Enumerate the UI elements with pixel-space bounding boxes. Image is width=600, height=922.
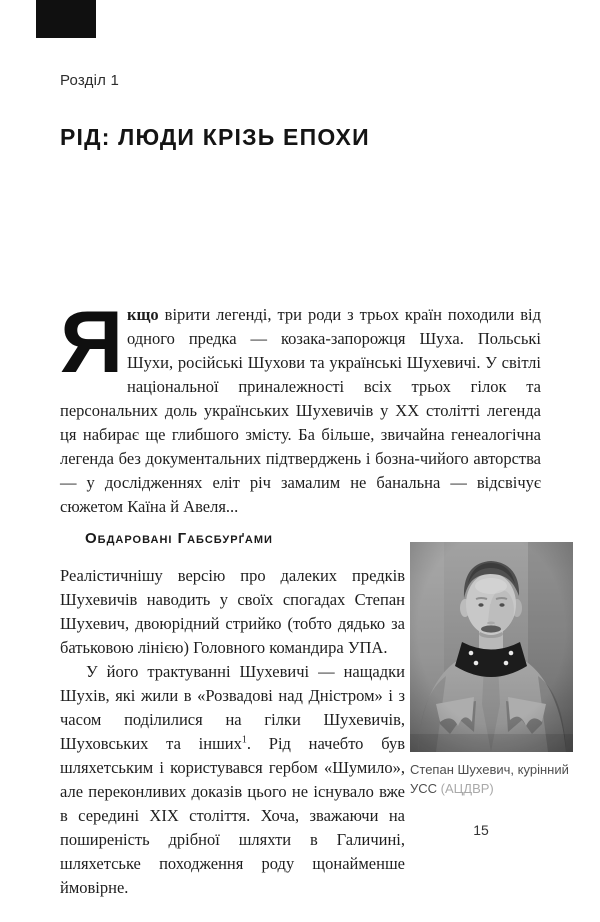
paragraph-interpretation — [60, 660, 405, 900]
section-heading: Обдаровані Габсбурґами — [85, 530, 273, 547]
chapter-title: РІД: ЛЮДИ КРІЗЬ ЕПОХИ — [60, 124, 370, 150]
intro-text: вірити легенді, три роди з трьох країн походили від одного предка — козака-запорожця Шуха. Польські Шухи, російські Шухови та українські Шухевичі. У світлі національної приналежності всіх трьох гілок та персональних доль українських Шухевичів у ХХ столітті легенда ця набирає ще глибшого змісту. Ба більше, звичайна генеалогічна легенда без документальних підтверджень і бозна-чийого авторства — у дослідженнях еліт річ замалим не банальна — відсвічує сюжетом Каїна й Авеля... — [60, 305, 541, 516]
paragraph-realistic-version: Реалістичнішу версію про далеких предків Шухевичів наводить у своїх спогадах Степан Шухевич, двоюрідний стрийко (тобто дядько за батьковою лінією) Головного командира УПА. — [60, 566, 405, 657]
drop-cap: Я — [60, 292, 124, 391]
caption-source: (АЦДВР) — [440, 781, 494, 796]
footnote-marker: 1 — [241, 734, 247, 746]
page-number: 15 — [473, 822, 489, 838]
photo-caption — [410, 760, 578, 798]
paragraph-text: . Рід начебто був шляхетським і користувався гербом «Шумило», але переконливих доказів цього не існувало вже в середині ХІХ століття. Хоча, зважаючи на поширеність дрібної шляхти в Галичині, шляхетське походження роду щонайменше ймовірне. — [60, 734, 406, 897]
chapter-tab — [36, 0, 96, 38]
intro-lead-word: кщо — [127, 305, 159, 324]
portrait-photo-illustration — [410, 542, 573, 752]
text-column — [60, 564, 405, 900]
paragraph-text: У його трактуванні Шухевичі — нащадки Шухів, які жили в «Розвадові над Дністром» і з часом поділилися на гілки Шухевичів, Шуховських та інших — [60, 662, 405, 753]
intro-paragraph — [60, 292, 541, 519]
caption-text: Степан Шухевич, курінний УСС — [410, 762, 569, 796]
chapter-label: Розділ 1 — [60, 72, 120, 89]
portrait-photo — [410, 542, 573, 752]
